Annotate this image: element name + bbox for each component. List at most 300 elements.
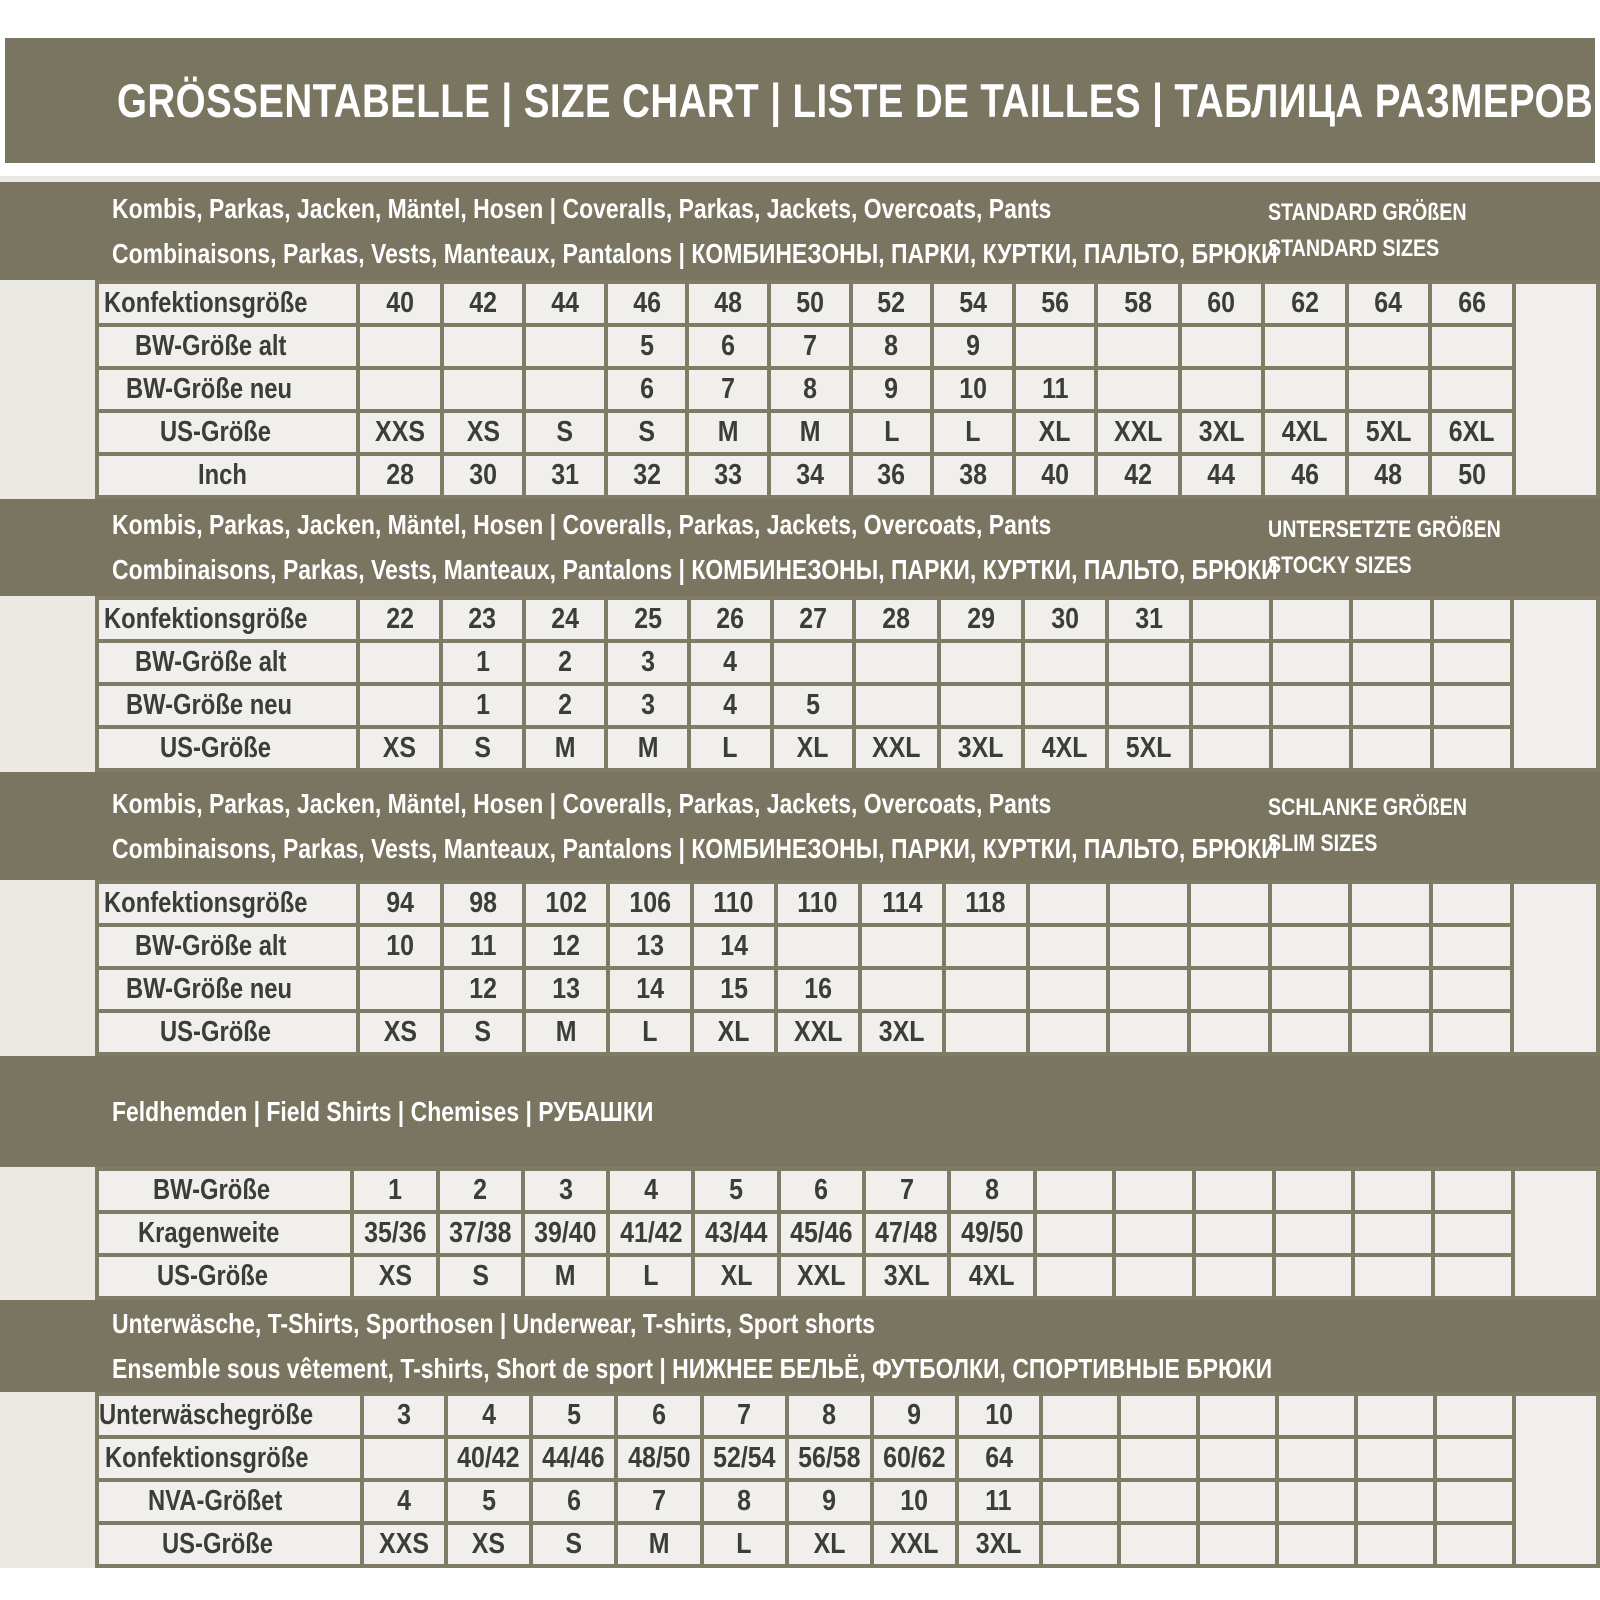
size-cell — [1435, 1437, 1514, 1480]
row-label — [97, 411, 358, 454]
size-cell — [851, 325, 933, 368]
size-cell-text: 26 — [716, 603, 745, 635]
size-cell-text: 46 — [632, 287, 661, 319]
size-cell — [1180, 454, 1263, 497]
size-cell — [608, 1212, 693, 1255]
size-cell-text: 102 — [545, 887, 587, 919]
size-cell — [1347, 454, 1430, 497]
size-cell — [1431, 882, 1512, 925]
size-cell — [872, 1394, 957, 1437]
size-cell — [787, 1437, 872, 1480]
size-cell — [1347, 325, 1430, 368]
size-cell-text: 7 — [721, 373, 736, 405]
size-cell — [687, 368, 769, 411]
size-cell-text: 35/36 — [363, 1217, 427, 1249]
size-cell — [769, 411, 851, 454]
size-cell-text: 25 — [633, 603, 662, 635]
size-cell — [864, 1169, 949, 1212]
size-cell — [358, 641, 441, 684]
table-row — [97, 454, 1598, 497]
size-cell — [872, 1437, 957, 1480]
size-cell-text: 11 — [469, 930, 497, 962]
size-cell-text: 3XL — [975, 1528, 1022, 1560]
size-cell — [692, 1011, 776, 1054]
size-cell — [939, 727, 1023, 770]
size-table — [95, 596, 1600, 772]
size-table — [95, 280, 1600, 499]
size-cell-text: 30 — [1050, 603, 1079, 635]
size-cell — [606, 684, 689, 727]
size-cell-text: L — [883, 416, 900, 448]
section-title-line1-text: Kombis, Parkas, Jacken, Mäntel, Hosen | Coveralls, Parkas, Jackets, Overcoats, Pants — [112, 192, 1052, 224]
size-cell — [441, 598, 524, 641]
size-cell — [1430, 325, 1513, 368]
size-cell — [769, 325, 851, 368]
size-cell — [1271, 598, 1351, 641]
size-cell — [949, 1169, 1034, 1212]
section-title-line2-text: Combinaisons, Parkas, Vests, Manteaux, Pantalons | КОМБИНЕЗОНЫ, ПАРКИ, КУРТКИ, ПАЛЬТО, БРЮКИ — [112, 237, 1278, 269]
section-title-line2-text: Combinaisons, Parkas, Vests, Manteaux, Pantalons | КОМБИНЕЗОНЫ, ПАРКИ, КУРТКИ, ПАЛЬТО, БРЮКИ — [112, 554, 1278, 585]
size-cell — [442, 411, 524, 454]
size-cell-text: XS — [378, 1260, 412, 1292]
size-cell — [776, 925, 860, 968]
row-label — [97, 1394, 362, 1437]
size-cell-text: 3 — [397, 1399, 411, 1431]
size-cell-text: 110 — [713, 887, 754, 919]
size-cell — [441, 684, 524, 727]
size-cell — [358, 282, 442, 325]
size-cell — [1263, 411, 1346, 454]
size-cell-text: 36 — [877, 459, 906, 491]
size-cell-text: XL — [717, 1016, 750, 1048]
side-label-line1-text: SCHLANKE GRÖßEN — [1268, 794, 1467, 821]
size-cell — [769, 282, 851, 325]
size-cell — [1270, 968, 1351, 1011]
table-row — [97, 1437, 1598, 1480]
size-cell — [1263, 325, 1346, 368]
size-cell-text: 11 — [1041, 373, 1069, 405]
row-label — [97, 282, 358, 325]
size-cell — [531, 1437, 616, 1480]
section-title-line1 — [0, 1307, 1600, 1339]
size-cell-text: 42 — [1123, 459, 1152, 491]
size-cell — [358, 411, 442, 454]
size-cell — [1194, 1212, 1274, 1255]
size-cell-text: 54 — [959, 287, 988, 319]
size-cell-text: 42 — [469, 287, 497, 319]
side-label-line2 — [1268, 548, 1552, 584]
size-cell — [524, 684, 607, 727]
size-cell — [1356, 1394, 1435, 1437]
size-cell — [1014, 282, 1096, 325]
size-cell — [932, 368, 1014, 411]
side-label-line1-text: UNTERSETZTE GRÖßEN — [1268, 515, 1501, 543]
spacer-cell — [1513, 1169, 1598, 1298]
size-section — [0, 499, 1600, 772]
size-cell — [692, 882, 776, 925]
size-cell — [1356, 1437, 1435, 1480]
side-label-line2-text: STANDARD SIZES — [1268, 235, 1440, 262]
size-cell-text: L — [722, 732, 738, 764]
size-cell — [854, 598, 938, 641]
size-cell — [1430, 454, 1513, 497]
row-label — [97, 368, 358, 411]
size-cell — [1435, 1394, 1514, 1437]
size-cell — [524, 454, 606, 497]
size-cell — [1433, 1169, 1513, 1212]
size-cell-text: 7 — [899, 1174, 914, 1206]
size-cell-text: 11 — [985, 1485, 1012, 1517]
size-cell-text: 14 — [636, 973, 664, 1005]
size-cell — [1041, 1394, 1120, 1437]
row-label-text: BW-Größe neu — [126, 373, 293, 405]
size-cell-text: S — [556, 416, 574, 448]
size-cell — [1351, 684, 1431, 727]
size-cell — [1096, 282, 1180, 325]
size-cell — [1431, 1011, 1512, 1054]
size-cell — [352, 1255, 437, 1298]
size-cell-text: M — [555, 1260, 576, 1292]
size-cell — [358, 968, 441, 1011]
size-cell-text: 12 — [552, 930, 581, 962]
size-cell-text: XXL — [797, 1260, 846, 1292]
table-row — [97, 368, 1598, 411]
size-cell — [1194, 1169, 1274, 1212]
table-row — [97, 1255, 1598, 1298]
size-cell — [851, 411, 933, 454]
size-cell — [932, 282, 1014, 325]
size-cell-text: 5 — [729, 1174, 744, 1206]
size-cell — [1189, 1011, 1270, 1054]
size-cell — [787, 1523, 872, 1566]
size-cell-text: 6 — [651, 1399, 666, 1431]
table-row — [97, 968, 1598, 1011]
size-cell — [779, 1255, 864, 1298]
size-cell — [362, 1394, 446, 1437]
size-cell — [358, 368, 442, 411]
size-cell — [932, 325, 1014, 368]
side-label-line2 — [1268, 231, 1510, 267]
size-cell — [1432, 598, 1512, 641]
size-cell-text: 9 — [966, 330, 981, 362]
size-cell-text: 7 — [802, 330, 817, 362]
size-cell-text: XXL — [890, 1528, 939, 1560]
size-cell — [1107, 727, 1191, 770]
size-cell — [1041, 1523, 1120, 1566]
size-cell-text: 5XL — [1365, 416, 1412, 448]
size-cell — [606, 727, 689, 770]
section-title-line2 — [0, 1352, 1600, 1384]
size-cell — [442, 968, 525, 1011]
size-cell — [1189, 968, 1270, 1011]
table-row — [97, 925, 1598, 968]
size-cell — [1191, 641, 1271, 684]
size-cell-text: 48/50 — [627, 1442, 691, 1474]
size-cell — [1271, 641, 1351, 684]
size-cell — [1198, 1523, 1277, 1566]
size-cell — [776, 968, 860, 1011]
size-cell — [1028, 968, 1109, 1011]
size-cell — [358, 882, 441, 925]
table-row — [97, 1169, 1598, 1212]
size-cell — [606, 454, 688, 497]
size-cell — [1114, 1212, 1194, 1255]
size-cell — [1023, 727, 1107, 770]
table-row — [97, 282, 1598, 325]
size-cell — [1108, 925, 1189, 968]
size-cell-text: S — [638, 416, 655, 448]
size-cell-text: 4XL — [969, 1260, 1015, 1292]
size-cell — [608, 1011, 692, 1054]
size-cell — [616, 1437, 701, 1480]
size-cell — [1351, 598, 1431, 641]
size-cell-text: 43/44 — [704, 1217, 768, 1249]
size-cell — [1014, 411, 1096, 454]
row-label — [97, 1255, 352, 1298]
size-cell — [872, 1523, 957, 1566]
size-cell — [1035, 1212, 1115, 1255]
size-cell-text: M — [799, 416, 821, 448]
size-cell-text: S — [565, 1528, 583, 1560]
size-cell-text: 13 — [636, 930, 664, 962]
row-label-text: Konfektionsgröße — [103, 287, 307, 319]
row-label-text: BW-Größe alt — [135, 330, 287, 362]
size-cell — [1430, 411, 1513, 454]
size-cell — [523, 1255, 608, 1298]
size-cell — [1353, 1255, 1433, 1298]
size-cell — [1431, 925, 1512, 968]
size-cell — [957, 1523, 1040, 1566]
size-cell-text: 1 — [475, 689, 490, 721]
size-cell — [1014, 368, 1096, 411]
size-cell — [854, 727, 938, 770]
size-cell — [689, 727, 772, 770]
size-cell-text: 4XL — [1041, 732, 1088, 764]
size-cell — [1119, 1480, 1198, 1523]
size-cell — [1119, 1394, 1198, 1437]
size-cell — [1035, 1169, 1115, 1212]
size-cell-text: 62 — [1291, 287, 1319, 319]
table-row — [97, 1011, 1598, 1054]
size-cell — [606, 641, 689, 684]
size-cell-text: 10 — [900, 1485, 929, 1517]
size-cell-text: 4 — [481, 1399, 496, 1431]
size-cell — [1198, 1394, 1277, 1437]
size-cell — [1028, 925, 1109, 968]
size-cell — [1351, 727, 1431, 770]
size-cell — [693, 1212, 778, 1255]
table-row — [97, 1212, 1598, 1255]
size-cell-text: 6XL — [1449, 416, 1495, 448]
size-cell-text: 8 — [984, 1174, 999, 1206]
size-cell — [702, 1523, 787, 1566]
size-cell — [1270, 882, 1351, 925]
row-label-text: BW-Größe — [153, 1174, 271, 1206]
size-cell — [1035, 1255, 1115, 1298]
section-side-label — [1268, 512, 1552, 584]
size-cell-text: 6 — [814, 1174, 829, 1206]
size-cell — [851, 368, 933, 411]
size-cell — [1096, 325, 1180, 368]
size-cell-text: 44 — [1207, 459, 1236, 491]
size-cell-text: XL — [813, 1528, 846, 1560]
size-cell — [358, 1011, 441, 1054]
table-row — [97, 641, 1598, 684]
table-row — [97, 411, 1598, 454]
size-cell-text: 56 — [1041, 287, 1069, 319]
size-cell-text: 64 — [1374, 287, 1403, 319]
table-row — [97, 1480, 1598, 1523]
size-cell — [687, 325, 769, 368]
size-cell — [1347, 411, 1430, 454]
size-cell — [1096, 454, 1180, 497]
row-label-text: BW-Größe neu — [126, 973, 293, 1005]
size-cell-text: L — [643, 1260, 659, 1292]
size-cell-text: 31 — [1134, 603, 1163, 635]
size-cell — [358, 325, 442, 368]
size-cell — [1350, 925, 1431, 968]
size-cell-text: 5 — [639, 330, 654, 362]
size-cell — [352, 1169, 437, 1212]
size-cell-text: 27 — [799, 603, 827, 635]
section-side-label — [1268, 195, 1510, 267]
size-cell — [1433, 1255, 1513, 1298]
size-cell — [1270, 925, 1351, 968]
row-label — [97, 1169, 352, 1212]
size-cell — [1114, 1169, 1194, 1212]
size-cell — [1274, 1255, 1354, 1298]
size-cell-text: XL — [797, 732, 829, 764]
size-cell — [438, 1212, 523, 1255]
row-label — [97, 1212, 352, 1255]
size-cell-text: 49/50 — [960, 1217, 1024, 1249]
size-cell-text: 8 — [884, 330, 899, 362]
spacer-cell — [1514, 1394, 1598, 1566]
row-label-text: US-Größe — [160, 1016, 271, 1048]
size-cell — [442, 1011, 525, 1054]
size-cell — [957, 1480, 1040, 1523]
size-cell-text: L — [965, 416, 981, 448]
size-cell — [944, 882, 1028, 925]
size-cell-text: 2 — [558, 646, 573, 678]
size-cell — [1180, 368, 1263, 411]
table-row — [97, 727, 1598, 770]
size-cell — [1271, 684, 1351, 727]
size-cell-text: 47/48 — [875, 1217, 938, 1249]
size-cell-text: L — [642, 1016, 658, 1048]
size-cell-text: 8 — [822, 1399, 837, 1431]
size-cell — [1277, 1523, 1356, 1566]
size-cell-text: S — [471, 1260, 489, 1292]
size-cell-text: 29 — [966, 603, 995, 635]
size-cell — [1108, 968, 1189, 1011]
size-cell-text: 48 — [714, 287, 743, 319]
divider-gap — [0, 163, 1600, 176]
size-cell — [362, 1437, 446, 1480]
size-cell — [1107, 684, 1191, 727]
size-cell-text: 8 — [737, 1485, 752, 1517]
size-cell — [362, 1480, 446, 1523]
row-label-text: BW-Größe alt — [135, 930, 287, 962]
size-cell — [442, 282, 524, 325]
size-cell — [692, 968, 776, 1011]
size-cell-text: 41/42 — [619, 1217, 683, 1249]
size-cell — [1274, 1169, 1354, 1212]
size-cell — [442, 368, 524, 411]
size-cell-text: S — [474, 732, 491, 764]
row-label — [97, 727, 358, 770]
size-cell-text: 13 — [552, 973, 581, 1005]
size-cell-text: 14 — [719, 930, 748, 962]
size-cell-text: 3XL — [957, 732, 1004, 764]
size-cell — [616, 1523, 701, 1566]
size-cell — [1191, 598, 1271, 641]
size-cell-text: L — [736, 1528, 752, 1560]
section-title-line1-text: Kombis, Parkas, Jacken, Mäntel, Hosen | Coveralls, Parkas, Jackets, Overcoats, Pants — [112, 509, 1052, 540]
size-cell-text: 3XL — [1198, 416, 1245, 448]
size-cell — [446, 1523, 531, 1566]
size-cell — [769, 368, 851, 411]
size-cell — [944, 968, 1028, 1011]
size-cell-text: 5 — [806, 689, 820, 721]
page-title-text: GRÖSSENTABELLE | SIZE CHART | LISTE DE TAILLES | ТАБЛИЦА РАЗМЕРОВ — [117, 74, 1594, 127]
size-cell-text: S — [474, 1016, 492, 1048]
table-row — [97, 598, 1598, 641]
size-cell — [442, 925, 525, 968]
size-cell-text: 3 — [640, 689, 655, 721]
row-label-text: Konfektionsgröße — [103, 603, 308, 635]
size-cell — [442, 882, 525, 925]
size-cell-text: 4 — [723, 689, 738, 721]
size-cell-text: 3XL — [879, 1016, 925, 1048]
size-cell — [1114, 1255, 1194, 1298]
size-cell — [689, 684, 772, 727]
size-cell — [772, 684, 855, 727]
size-cell — [702, 1437, 787, 1480]
size-cell — [608, 1169, 693, 1212]
size-cell — [1198, 1480, 1277, 1523]
size-cell-text: XL — [720, 1260, 753, 1292]
size-cell — [1191, 727, 1271, 770]
size-cell — [957, 1437, 1040, 1480]
size-cell — [1431, 968, 1512, 1011]
size-cell — [1432, 641, 1512, 684]
size-cell — [957, 1394, 1040, 1437]
size-cell — [1347, 368, 1430, 411]
row-label — [97, 454, 358, 497]
size-cell — [939, 598, 1023, 641]
row-label-text: Inch — [197, 459, 247, 491]
row-label-text: Konfektionsgröße — [105, 1442, 309, 1474]
size-cell-text: 50 — [1458, 459, 1486, 491]
size-cell — [860, 925, 944, 968]
size-cell — [687, 454, 769, 497]
size-cell — [608, 1255, 693, 1298]
size-cell-text: 38 — [959, 459, 988, 491]
size-cell — [606, 411, 688, 454]
size-cell — [524, 925, 608, 968]
size-cell — [1432, 727, 1512, 770]
section-title-line1-text: Kombis, Parkas, Jacken, Mäntel, Hosen | Coveralls, Parkas, Jackets, Overcoats, Pants — [112, 787, 1052, 819]
size-cell-text: 10 — [386, 930, 414, 962]
size-cell-text: 6 — [639, 373, 654, 405]
size-cell-text: 5 — [566, 1399, 581, 1431]
size-cell — [776, 882, 860, 925]
size-cell-text: 60/62 — [883, 1442, 946, 1474]
size-cell-text: 23 — [468, 603, 497, 635]
row-label — [97, 325, 358, 368]
size-table — [95, 1392, 1600, 1568]
